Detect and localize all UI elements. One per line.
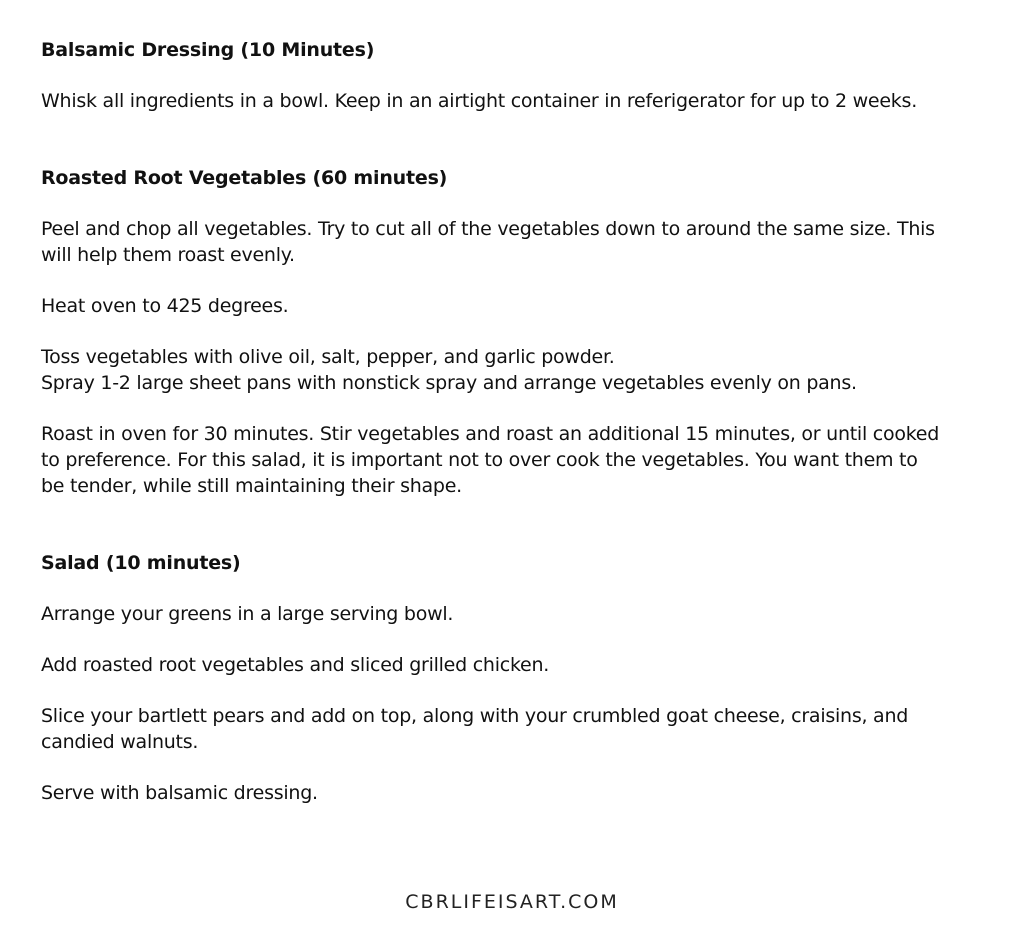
section-title: Salad (10 minutes) xyxy=(41,552,241,574)
paragraph xyxy=(41,421,1001,499)
paragraph-line: Whisk all ingredients in a bowl. Keep in an airtight container in referigerator for up to 2 weeks. xyxy=(41,90,917,112)
paragraph xyxy=(41,88,1001,114)
paragraph-line: candied walnuts. xyxy=(41,731,199,753)
section-title: Roasted Root Vegetables (60 minutes) xyxy=(41,167,448,189)
paragraph xyxy=(41,216,1001,268)
paragraph-line: will help them roast evenly. xyxy=(41,244,295,266)
paragraph xyxy=(41,344,1001,396)
paragraph-line: Slice your bartlett pears and add on top, along with your crumbled goat cheese, craisins, and xyxy=(41,705,909,727)
section-salad xyxy=(41,550,1001,806)
section-roasted-root-vegetables xyxy=(41,165,1001,499)
paragraph-line: Serve with balsamic dressing. xyxy=(41,782,318,804)
section-title: Balsamic Dressing (10 Minutes) xyxy=(41,39,375,61)
paragraph-line: be tender, while still maintaining their shape. xyxy=(41,475,462,497)
paragraph xyxy=(41,601,1001,627)
paragraph-line: Heat oven to 425 degrees. xyxy=(41,295,289,317)
footer-site-name: CBRLIFEISART.COM xyxy=(405,891,619,913)
paragraph-line: Arrange your greens in a large serving bowl. xyxy=(41,603,454,625)
paragraph xyxy=(41,703,1001,755)
section-balsamic-dressing xyxy=(41,37,1001,114)
paragraph xyxy=(41,652,1001,678)
recipe-instructions xyxy=(41,37,1001,806)
paragraph-line: Add roasted root vegetables and sliced grilled chicken. xyxy=(41,654,550,676)
paragraph-line: Toss vegetables with olive oil, salt, pepper, and garlic powder. xyxy=(41,346,615,368)
paragraph-line: Peel and chop all vegetables. Try to cut all of the vegetables down to around the same size. This xyxy=(41,218,935,240)
paragraph xyxy=(41,780,1001,806)
paragraph-line: to preference. For this salad, it is important not to over cook the vegetables. You want them to xyxy=(41,449,918,471)
paragraph-line: Roast in oven for 30 minutes. Stir vegetables and roast an additional 15 minutes, or until cooked xyxy=(41,423,940,445)
paragraph-line: Spray 1-2 large sheet pans with nonstick spray and arrange vegetables evenly on pans. xyxy=(41,372,857,394)
paragraph xyxy=(41,293,1001,319)
